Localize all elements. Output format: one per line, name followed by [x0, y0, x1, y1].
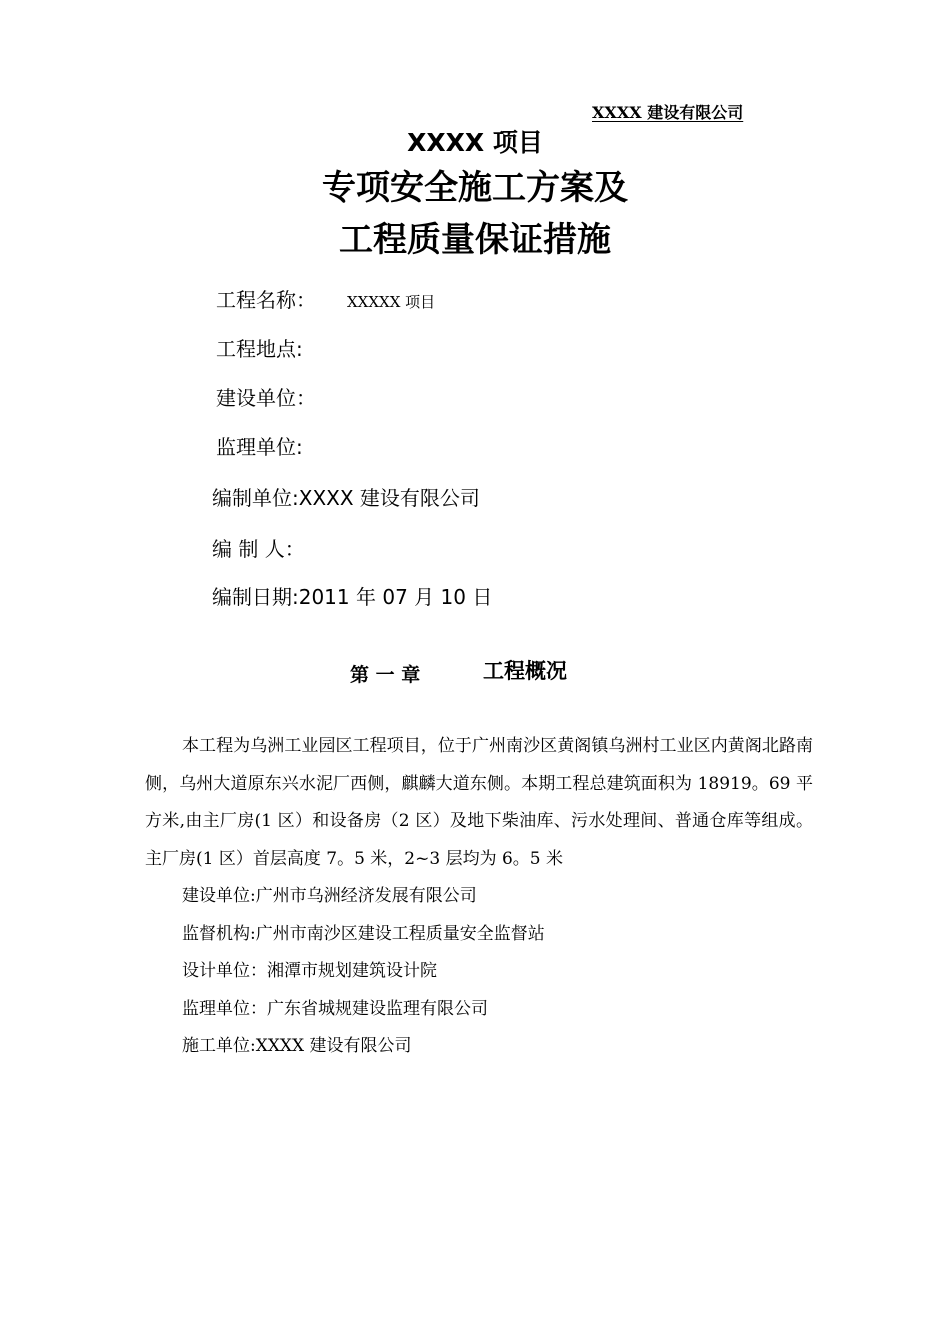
overview-section — [145, 728, 813, 1066]
project-name-value: XXXXX 项目 — [347, 293, 436, 311]
supervisor-label: 监理单位: — [216, 435, 303, 459]
overview-owner: 建设单位:广州市乌洲经济发展有限公司 — [182, 886, 477, 906]
project-location-label: 工程地点: — [216, 337, 303, 361]
overview-designer: 设计单位：湘潭市规划建筑设计院 — [182, 961, 437, 981]
overview-inspection: 监督机构:广州市南沙区建设工程质量安全监督站 — [182, 923, 545, 944]
overview-paragraph: 本工程为乌洲工业园区工程项目，位于广州南沙区黄阁镇乌洲村工业区内黄阁北路南侧，乌州大道原东兴水泥厂西侧，麒麟大道东侧。本期工程总建筑面积为 18919。69 平方米,由主厂房(1 区）和设备房（2 区）及地下柴油库、污水处理间、普通仓库等组成。主厂房(1 区）首层高度 7。5 米，2~3 层均为 6。5 米 — [145, 736, 813, 869]
compiler-person-label: 编 制 人： — [212, 537, 305, 561]
project-title: XXXX 项目 — [407, 128, 543, 157]
chapter-title: 工程概况 — [483, 659, 567, 683]
main-title-line2: 工程质量保证措施 — [339, 220, 611, 260]
overview-supervisor: 监理单位：广东省城规建设监理有限公司 — [182, 998, 488, 1019]
header-company: XXXX 建设有限公司 — [592, 103, 744, 122]
project-name-label: 工程名称： — [216, 288, 316, 312]
compile-date: 编制日期:2011 年 07 月 10 日 — [212, 585, 493, 609]
chapter-number: 第 一 章 — [350, 664, 421, 686]
main-title-line1: 专项安全施工方案及 — [322, 168, 628, 208]
compiler-unit: 编制单位:XXXX 建设有限公司 — [212, 486, 480, 510]
owner-label: 建设单位： — [216, 386, 316, 410]
overview-contractor: 施工单位:XXXX 建设有限公司 — [182, 1036, 412, 1056]
